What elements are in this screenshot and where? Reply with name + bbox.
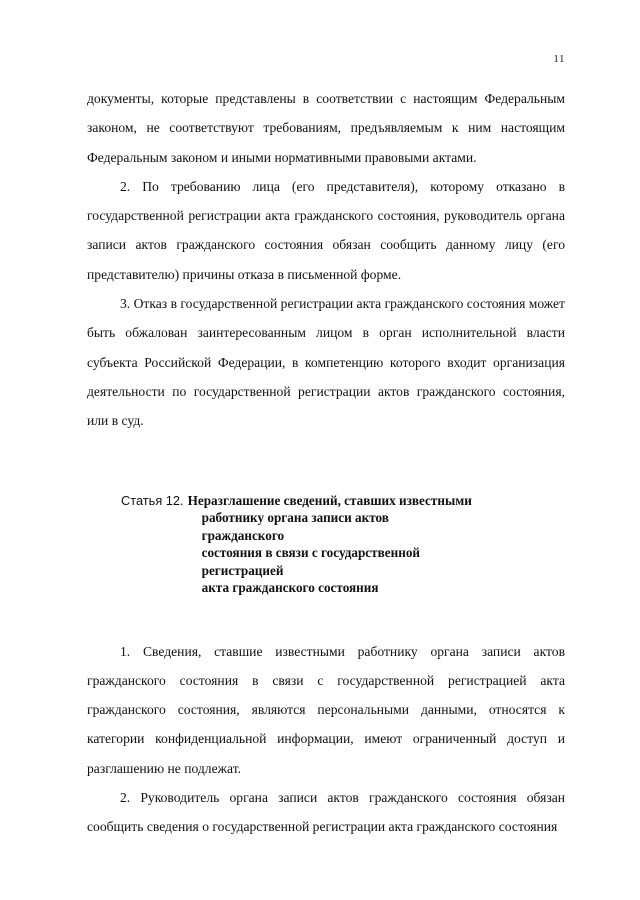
article-number: Статья 12. (121, 492, 184, 508)
article-title-line: работнику органа записи актов гражданского (201, 510, 389, 543)
article-paragraph-2: 2. Руководитель органа записи актов гражданского состояния обязан сообщить сведения о государственной регистрации акта гражданского состояния (87, 790, 565, 835)
paragraph-continuation: документы, которые представлены в соответствии с настоящим Федеральным законом, не соответствуют требованиям, предъявляемым к ним настоящим Федеральным законом и иными нормативными правовыми актами. (87, 91, 565, 165)
article-title-line: состояния в связи с государственной регистрацией (201, 545, 421, 578)
paragraph-item-2: 2. По требованию лица (его представителя), которому отказано в государственной регистрации акта гражданского состояния, руководитель органа записи актов гражданского состояния обязан сообщить данному лицу (его представителю) причины отказа в письменной форме. (87, 178, 565, 282)
article-title-line: акта гражданского состояния (201, 580, 379, 596)
document-body (87, 84, 565, 842)
paragraph-item-3: 3. Отказ в государственной регистрации акта гражданского состояния может быть обжалован заинтересованным лицом в орган исполнительной власти субъекта Российской Федерации, в компетенцию которого входит организация деятельности по государственной регистрации актов гражданского состояния, или в суд. (87, 296, 565, 429)
article-title-line: Неразглашение сведений, ставших известными (187, 492, 472, 508)
article-paragraph-1: 1. Сведения, ставшие известными работнику органа записи актов гражданского состояния в связи с государственной регистрацией акта гражданского состояния, являются персональными данными, относятся к категории конфиденциальной информации, имеют ограниченный доступ и разглашению не подлежат. (87, 643, 565, 776)
article-heading (87, 492, 565, 597)
page-number: 11 (553, 53, 565, 65)
article-title (188, 492, 473, 597)
